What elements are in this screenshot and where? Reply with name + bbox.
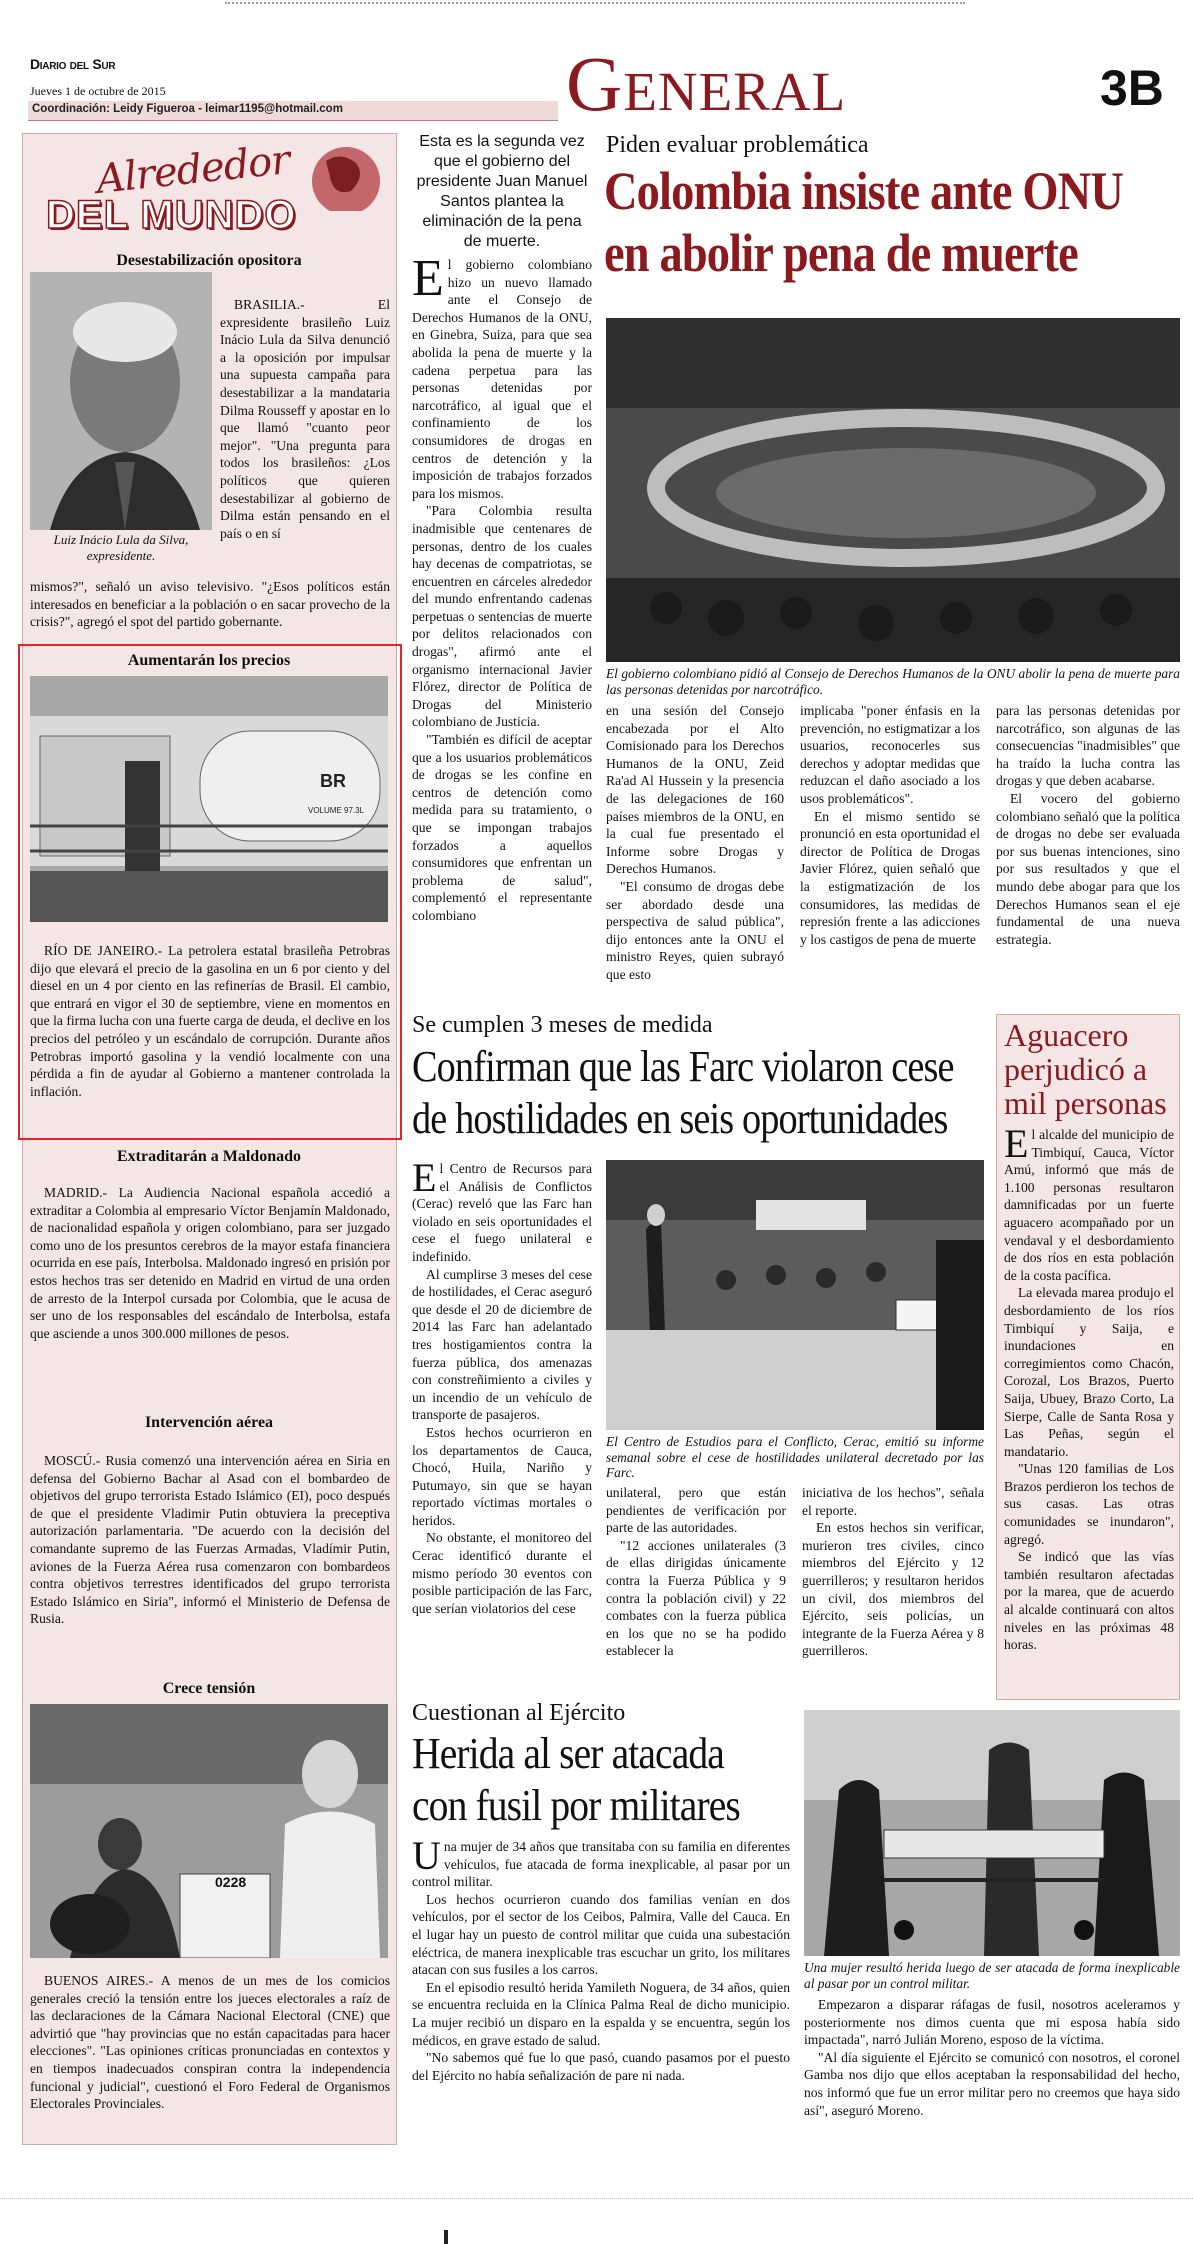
coordination-text: Coordinación: Leidy Figueroa - leimar1195@hotmail.com xyxy=(32,103,343,115)
farc-caption: El Centro de Estudios para el Conflicto, Cerac, emitió su informe semanal sobre el cese de hostilidades unilateral decretado por las Farc. xyxy=(606,1434,984,1480)
issue-date: Jueves 1 de octubre de 2015 xyxy=(30,84,166,98)
globe-icon xyxy=(286,141,386,211)
farc-paragraph: No obstante, el monitoreo del Cerac identificó durante el mismo período 30 eventos con posible participación de las Farc, que serían violatorios del cese xyxy=(412,1530,592,1616)
aguacero-paragraph: l alcalde del municipio de Timbiquí, Cauca, Víctor Amú, informó que más de 1.100 personas resultaron damnificadas por un fuerte aguacero acompañado por un vendaval y el desbordamiento de dos ríos en esta población de la costa pacífica. xyxy=(1004,1127,1174,1283)
farc-headline-1: Confirman que las Farc violaron cese xyxy=(412,1042,954,1091)
brasilia-paragraph-end: mismos?", señaló un aviso televisivo. "¿Esos políticos están interesados en beneficiar a la población o en sacar provecho de la crisis?", agregó el spot del partido gobernante. xyxy=(30,579,390,630)
herida-paragraph: na mujer de 34 años que transitaba con su familia en diferentes vehículos, fue atacada de forma inexplicable, al pasar por un control militar. xyxy=(412,1839,790,1890)
lula-photo xyxy=(30,272,212,530)
farc-drop-cap: E xyxy=(412,1155,437,1200)
farc-headline-2: de hostilidades en seis oportunidades xyxy=(412,1094,948,1143)
precios-paragraph: RÍO DE JANEIRO.- La petrolera estatal brasileña Petrobras dijo que elevará el precio de la gasolina en un 6 por ciento y del diesel en un 4 por ciento en las refinerías de Brasil. El cambio, que entrará en vigor el 30 de septiembre, viene en momentos en que la firma lucha con una fuerte carga de deuda, el declive en los precios del petróleo y un escándalo de corrupción. Durante años Petrobras importó gasolina y la vendió localmente con una pérdida a fin de ayudar al Gobierno a mantener controlada la inflación. xyxy=(30,943,390,1099)
onu-col4 xyxy=(996,702,1180,948)
herida-col2 xyxy=(804,1996,1180,2119)
herida-paragraph: Empezaron a disparar ráfagas de fusil, nosotros aceleramos y posteriormente nos dimos cuenta que mi esposa había sido impactada", narró Julián Moreno, esposo de la víctima. xyxy=(804,1997,1180,2048)
onu-paragraph: implicaba "poner énfasis en la prevención, no estigmatizar a los usuarios, reconocerles sus derechos y adoptar medidas que reduzcan el daño asociado a los usos problemáticos". xyxy=(800,703,980,806)
farc-col2 xyxy=(606,1484,786,1660)
tank-label: VOLUME 97.3L xyxy=(308,806,365,815)
aguacero-headline-2: perjudicó a xyxy=(1004,1051,1148,1087)
herida-kicker: Cuestionan al Ejército xyxy=(412,1700,626,1726)
onu-caption: El gobierno colombiano pidió al Consejo de Derechos Humanos de la ONU abolir la pena de muerte para las personas detenidas por narcotráfico. xyxy=(606,666,1180,697)
cerac-photo xyxy=(606,1160,984,1430)
lula-caption: Luiz Inácio Lula da Silva, expresidente. xyxy=(53,532,189,563)
onu-paragraph: "Para Colombia resulta inadmisible que centenares de personas, dentro de los cuales hay decenas de compatriotas, se encuentren en cárceles alrededor del mundo enfrentando cadenas perpetuas o sentencias de muerte por delitos relacionados con drogas", afirmó ante el organismo internacional Javier Flórez, director de Política de Drogas del Ministerio colombiano de Justicia. xyxy=(412,503,592,730)
election-photo xyxy=(30,1704,388,1958)
ballot-box-number: 0228 xyxy=(215,1874,247,1890)
herida-headline-2: con fusil por militares xyxy=(412,1781,740,1830)
logo-line2: DEL MUNDO xyxy=(46,193,297,237)
aguacero-paragraph: Se indicó que las vías también resultaron afectadas por la marea, que de acuerdo al alcalde continuará con altos niveles en las próximas 48 horas. xyxy=(1004,1549,1174,1653)
herida-paragraph: Los hechos ocurrieron cuando dos familias venían en dos vehículos, por el sector de los Ceibos, Palmira, Valle del Cauca. En el lugar hay un puesto de control militar que cuida una subestación eléctrica, de manera inexplicable tras escuchar un grito, los militares atacan con sus fusiles a los carros. xyxy=(412,1891,790,1978)
tension-paragraph: BUENOS AIRES.- A menos de un mes de los comicios generales creció la tensión entre los jueces electorales a raíz de las declaraciones de la Cámara Nacional Electoral (CNE) que advirtió que "hay provincias que no están capacitadas para hacer elecciones". "Las opiniones críticas pronunciadas en contextos y en tiempos inadecuados conspiran contra la independencia funcional y judicial", cuestionó el Foro Federal de Organismos Electorales Provinciales. xyxy=(30,1973,390,2112)
herida-col1 xyxy=(412,1833,790,2084)
aguacero-text xyxy=(1004,1121,1174,1654)
farc-paragraph: Estos hechos ocurrieron en los departamentos de Cauca, Chocó, Huila, Nariño y Putumayo, sin que se hayan reportado víctimas mortales o heridos. xyxy=(412,1424,592,1528)
paper-name: Diario del Sur xyxy=(30,56,116,72)
herida-caption: Una mujer resultó herida luego de ser atacada de forma inexplicable al pasar por un control militar. xyxy=(804,1960,1180,1991)
top-border xyxy=(225,2,965,8)
herida-paragraph: En el episodio resultó herida Yamileth Noguera, de 34 años, quien se encuentra recluida en la Clínica Palma Real de dicho municipio. La mujer recibió un disparo en la espalda y se encuentra, según los médicos, en grave estado de salud. xyxy=(412,1979,790,2048)
onu-drop-cap: E xyxy=(412,250,444,307)
aerea-paragraph: MOSCÚ.- Rusia comenzó una intervención aérea en Siria en defensa del Gobierno Bachar al Asad con el bombardeo de objetivos del grupo terrorista Estado Islámico (EI), poco después de que el presidente Vladimir Putin obtuviera la preceptiva autorización parlamentaria. "De acuerdo con la decisión del comandante supremo de las Fuerzas Armadas, Vladímir Putin, aviones de la Fuerza Aérea rusa comenzaron con bombardeos contra objetivos terrestres identificados del grupo terrorista Estado Islámico en Siria", informó el Ministerio de Defensa de Rusia. xyxy=(30,1453,390,1627)
brasilia-title: Desestabilización opositora xyxy=(116,252,302,269)
precios-text xyxy=(30,942,390,1100)
un-council-photo xyxy=(606,318,1180,662)
onu-paragraph: "El consumo de drogas debe ser abordado desde una perspectiva de salud pública", dijo entonces ante la ONU el ministro Reyes, quien subrayó que esto xyxy=(606,878,784,982)
maldonado-paragraph: MADRID.- La Audiencia Nacional española accedió a extraditar a Colombia al empresario Víctor Benjamín Maldonado, de nacionalidad española y origen colombiano, para ser juzgado como uno de los presuntos cerebros de la mayor estafa financiera ocurrida en ese país, Interbolsa. Maldonado ingresó en prisión por estos hechos tras ser detenido en Madrid en virtud de una orden de arresto de la Interpol cursada por Colombia, que le acusa de ser uno de los responsables del escándalo de Interbolsa, estafa que asciende a unos 300.000 millones de pesos. xyxy=(30,1185,390,1341)
aguacero-headline xyxy=(1004,1018,1176,1120)
onu-paragraph: "También es difícil de aceptar que a los usuarios problemáticos de drogas se les confine en centros de detención como medida para su tratamiento, o que se impongan trabajos forzados a aquellos consumidores que enfrentan un problema de salud", complementó el representante colombiano xyxy=(412,732,592,923)
farc-paragraph: En estos hechos sin verificar, murieron tres civiles, cinco miembros del Ejército y 12 guerrilleros; y resultaron heridos un civil, dos miembros del Ejército, seis policías, un integrante de la Fuerza Aérea y 8 guerrilleros. xyxy=(802,1520,984,1659)
aguacero-headline-3: mil personas xyxy=(1004,1085,1167,1121)
tension-title: Crece tensión xyxy=(162,1680,256,1697)
brasilia-paragraph: BRASILIA.- El expresidente brasileño Luiz Inácio Lula da Silva denunció a la oposición por impulsar una supuesta campaña para desestabilizar a la mandataria Dilma Rousseff y apostar en lo que llamó "cuanto peor mejor". "Una pregunta para todos los brasileños: ¿Los políticos que quieren desestabilizar al gobierno de Dilma están pensando en el país o en sí xyxy=(220,297,390,541)
logo-line1: Alrededor xyxy=(94,137,292,203)
coordination-bar xyxy=(28,101,558,121)
onu-paragraph: l gobierno colombiano hizo un nuevo llamado ante el Consejo de Derechos Humanos de la ONU, en Ginebra, Suiza, para que sea abolida la pena de muerte y la cadena perpetua para las personas detenidas por narcotráfico, al igual que el confinamiento de los consumidores de drogas en centros de detención y la imposición de trabajos forzados para los mismos. xyxy=(412,257,592,501)
onu-paragraph: en una sesión del Consejo encabezada por el Alto Comisionado para los Derechos Humanos de la ONU, Zeid Ra'ad Al Hussein y la presencia de las delegaciones de 160 países miembros de la ONU, en la cual fue presentado el Informe sobre Drogas y Derechos Humanos. xyxy=(606,703,784,877)
brand-label: BR xyxy=(320,771,346,791)
page-number: 3B xyxy=(1100,60,1164,116)
onu-kicker: Piden evaluar problemática xyxy=(606,132,869,158)
farc-paragraph: "12 acciones unilaterales (3 de ellas dirigidas únicamente contra la Fuerza Pública y 9 contra la población civil) y 22 combates con la fuerza pública en los que no se ha podido establecer la xyxy=(606,1537,786,1659)
herida-headline-1: Herida al ser atacada xyxy=(412,1729,724,1778)
onu-paragraph: En el mismo sentido se pronunció en esta oportunidad el director de Política de Drogas Javier Flórez, quien señaló que la estigmatización de los consumidores, las medidas de represión frente a las adicciones y los castigos de pena de muerte xyxy=(800,808,980,947)
farc-paragraph: l Centro de Recursos para el Análisis de Conflictos (Cerac) reveló que las Farc han violado en seis oportunidades el cese el fuego unilateral e indefinido. xyxy=(412,1161,592,1264)
farc-col1 xyxy=(412,1155,592,1617)
onu-paragraph: para las personas detenidas por narcotráfico, son algunas de las consecuencias "inadmisibles" que ha traído la lucha contra las drogas y que deben acabarse. xyxy=(996,703,1180,789)
section-title: General xyxy=(566,40,847,127)
maldonado-text xyxy=(30,1184,390,1342)
stretcher-photo xyxy=(804,1710,1180,1956)
precios-title: Aumentarán los precios xyxy=(127,652,291,669)
onu-paragraph: El vocero del gobierno colombiano señaló que la política de drogas no debe ser evaluada por sus buenas intenciones, sino por sus resultados y que el mundo debe abogar para que los Derechos Humanos sean el eje fundamental de una nueva estrategia. xyxy=(996,790,1180,947)
brasilia-text-side xyxy=(220,296,390,542)
aguacero-headline-1: Aguacero xyxy=(1004,1017,1129,1053)
onu-headline-1: Colombia insiste ante ONU xyxy=(604,161,1124,221)
farc-paragraph: Al cumplirse 3 meses del cese de hostilidades, el Cerac aseguró que desde el 20 de diciembre de 2014 las Farc han adelantado tres hostigamientos contra la fuerza pública, dos amenazas con constreñimiento a civiles y un incendio de un vehículo de transporte de pasajeros. xyxy=(412,1266,592,1423)
aguacero-paragraph: La elevada marea produjo el desbordamiento de los ríos Timbiquí y Saija, e inundaciones en corregimientos como Chacón, Corozal, Los Brazos, Puerto Saija, Ubuey, Brazo Corto, La Sierpe, Calle de Santa Rosa y Las Peñas, según el mandatario. xyxy=(1004,1285,1174,1459)
farc-kicker: Se cumplen 3 meses de medida xyxy=(412,1012,713,1038)
farc-paragraph: unilateral, pero que están pendientes de verificación por parte de las autoridades. xyxy=(606,1485,786,1536)
herida-paragraph: "Al día siguiente el Ejército se comunicó con nosotros, el coronel Gamba nos dijo que ellos aceptaban la responsabilidad del hecho, nos informó que fue un error militar pero no creemos que haya sido así", aseguró Moreno. xyxy=(804,2049,1180,2118)
petrobras-photo xyxy=(30,676,388,922)
tension-text xyxy=(30,1972,390,2113)
aerea-text xyxy=(30,1452,390,1628)
herida-paragraph: "No sabemos qué fue lo que pasó, cuando pasamos por el puesto del Ejército no había señalización de pare ni nada. xyxy=(412,2050,790,2083)
farc-col3 xyxy=(802,1484,984,1660)
onu-col3 xyxy=(800,702,980,948)
aguacero-paragraph: "Unas 120 familias de Los Brazos perdieron los techos de sus casas. Las otras comunidades se inundaron", agregó. xyxy=(1004,1461,1174,1547)
aerea-title: Intervención aérea xyxy=(144,1414,274,1431)
bottom-rule xyxy=(0,2198,1193,2199)
maldonado-title: Extraditarán a Maldonado xyxy=(116,1148,301,1165)
onu-col1 xyxy=(412,250,592,925)
onu-col2 xyxy=(606,702,784,984)
registration-mark xyxy=(444,2230,448,2244)
brasilia-text-full xyxy=(30,578,390,631)
world-logo xyxy=(36,137,386,241)
onu-headline-2: en abolir pena de muerte xyxy=(604,223,1078,283)
aguacero-drop-cap: E xyxy=(1004,1121,1029,1166)
farc-paragraph: iniciativa de los hechos", señala el reporte. xyxy=(802,1485,984,1518)
herida-drop-cap: U xyxy=(412,1833,441,1878)
onu-summary: Esta es la segunda vez que el gobierno del presidente Juan Manuel Santos plantea la eliminación de la pena de muerte. xyxy=(416,133,588,250)
